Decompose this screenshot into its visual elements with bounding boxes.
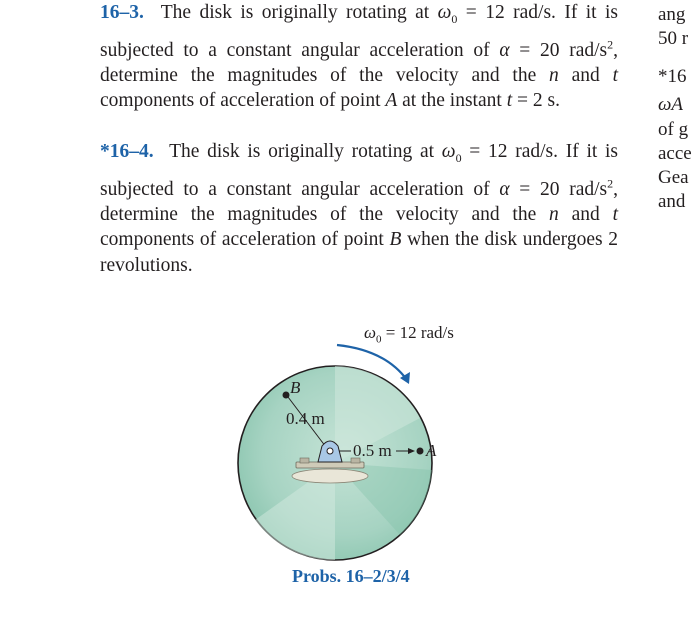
support-base xyxy=(292,469,368,483)
point-b xyxy=(283,392,290,399)
side-text-1: ang xyxy=(658,4,686,25)
problem-number: 16–3. xyxy=(100,2,144,23)
side-text-8: and xyxy=(658,191,686,212)
side-text-4: ωA xyxy=(658,94,684,115)
bolt xyxy=(300,458,309,463)
omega-value: = 12 rad/s xyxy=(381,323,454,342)
side-text-2: 50 r xyxy=(658,28,689,49)
omega-symbol: ω xyxy=(364,323,377,342)
figure-caption: Probs. 16–2/3/4 xyxy=(292,566,410,586)
point-a xyxy=(417,448,424,455)
side-text-6: acce xyxy=(658,143,692,164)
label-radius-a: 0.5 m xyxy=(353,441,392,460)
side-text-3: *16 xyxy=(658,66,687,87)
label-b: B xyxy=(290,378,301,397)
omega-subscript: 0 xyxy=(376,333,382,346)
problem-text-rendered: The disk is originally rotating at $\omega_0 = 12$ rad/s. If it is subjected to a constant angular acceleration of α = 20 rad/$s^2$, determine the magnitudes of the velocity and the n and t components of acceleration of point A at the instant t = 2 s. xyxy=(100,2,619,112)
axle xyxy=(327,448,333,454)
side-text-7: Gea xyxy=(658,167,689,188)
side-text-5: of g xyxy=(658,119,689,140)
label-radius-b: 0.4 m xyxy=(286,409,325,428)
problem-text-rendered: The disk is originally rotating at $\omega_0 = 12$ rad/s. If it is subjected to a constant angular acceleration of α = 20 rad/$s^2$, determine the magnitudes of the velocity and the n and t components of acceleration of point B when the disk undergoes 2 revolutions. xyxy=(100,141,619,276)
omega-label xyxy=(364,323,454,345)
problem-number: 16–4. xyxy=(109,141,154,162)
star-marker: * xyxy=(100,141,110,162)
label-a: A xyxy=(426,441,437,460)
